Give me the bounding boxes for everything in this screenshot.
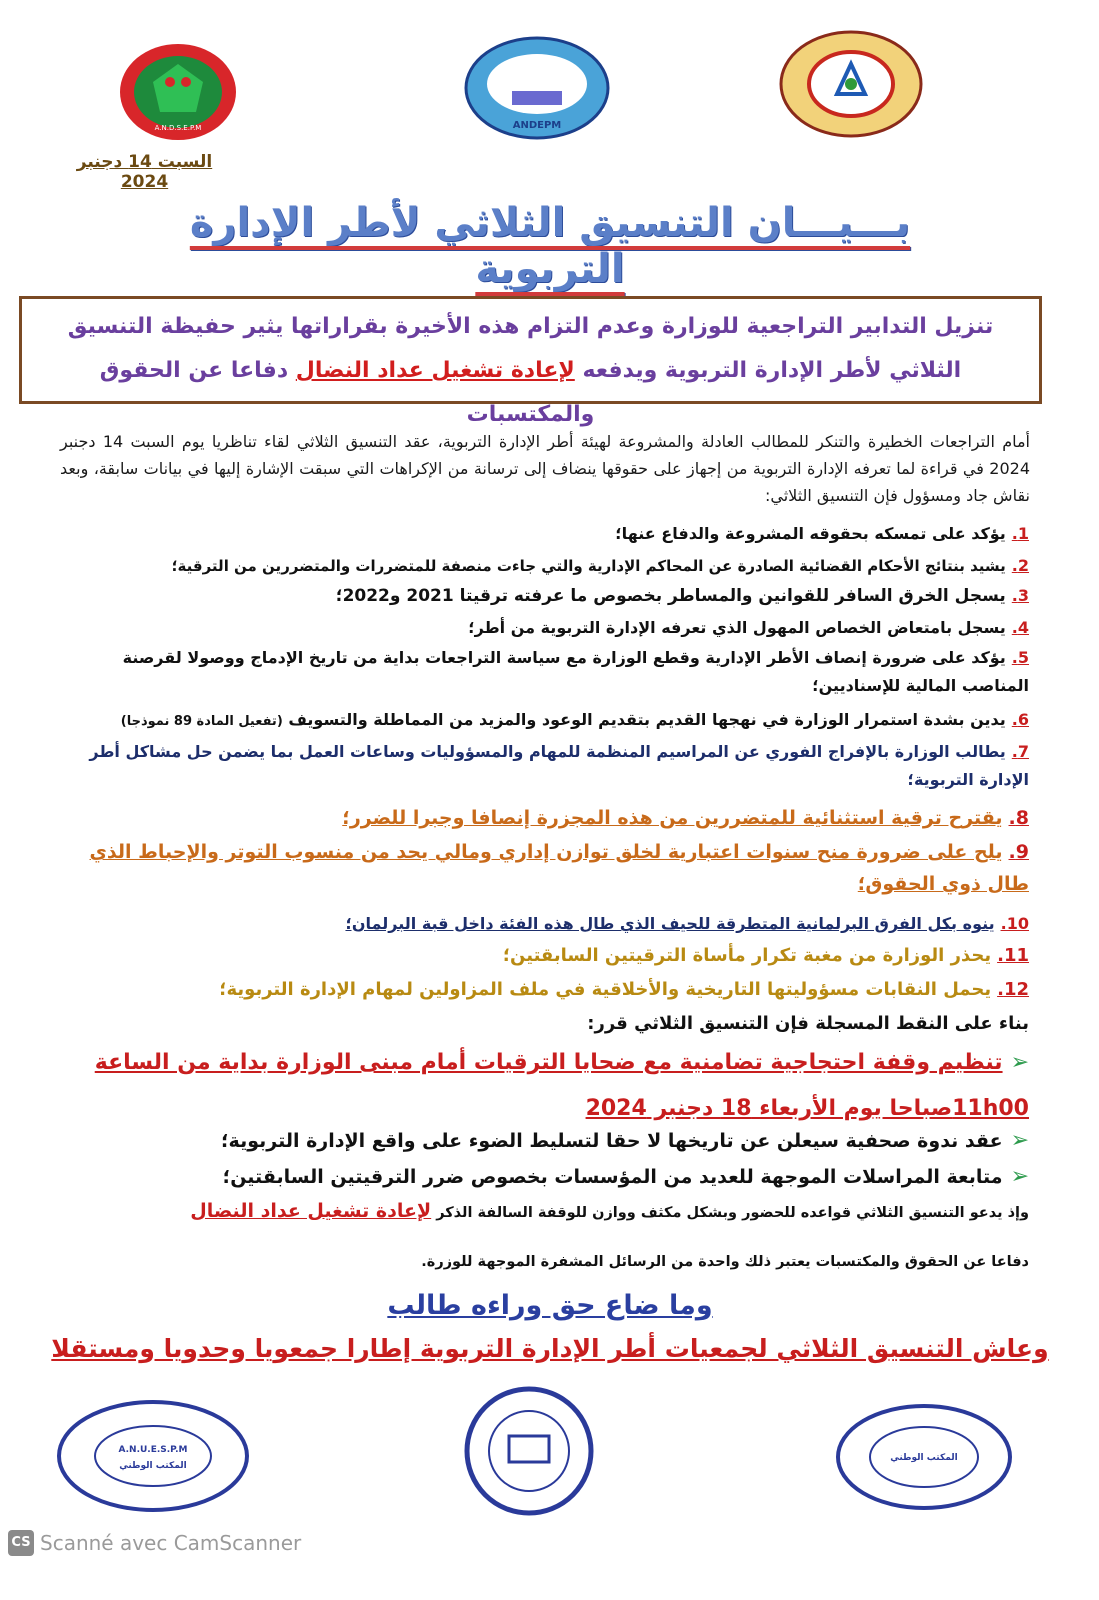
item-text: يسجل الخرق السافر للقوانين والمساطر بخصوص ما عرفته ترقيتا 2021 و2022؛ [335, 586, 1006, 606]
list-item [69, 644, 1029, 700]
item-number: 8. [1008, 807, 1029, 829]
item-text: يؤكد على تمسكه بحقوقه المشروعة والدفاع عنها؛ [615, 524, 1006, 543]
list-item [69, 706, 1029, 736]
item-text: يؤكد على ضرورة إنصاف الأطر الإدارية وقطع الوزارة مع سياسة التراجعات بداية من تاريخ الإدماج ووصولا لقرصنة المناصب المالية للإسناديين؛ [122, 648, 1029, 695]
item-number: 7. [1011, 742, 1029, 761]
slogan-coordination: وعاش التنسيق الثلاثي لجمعيات أطر الإدارة التربوية إطارا جمعويا وحدويا ومستقلا [51, 1334, 1049, 1363]
list-item [69, 976, 1029, 1004]
headline-text-2: دفاعا عن الحقوق والمكتسبات [99, 358, 595, 427]
list-item [69, 520, 1029, 548]
logo-left [118, 42, 238, 142]
action-item [69, 1128, 1029, 1153]
headline-text-1: تنزيل التدابير التراجعية للوزارة وعدم التزام هذه الأخيرة بقراراتها يثير حفيظة التنسيق الثلاثي لأطر الإدارة التربوية ويدفعه [67, 314, 994, 383]
call-text-1: وإذ يدعو التنسيق الثلاثي قواعده للحضور وبشكل مكثف ووازن للوقفة السالفة الذكر [431, 1205, 1029, 1221]
logo-center-graphic [464, 36, 610, 140]
headline-box [19, 296, 1042, 427]
svg-text:المكتب الوطني: المكتب الوطني [119, 1461, 187, 1471]
item-text: يقترح ترقية استثنائية للمتضررين من هذه المجزرة إنصافا وجبرا للضرر؛ [342, 807, 1003, 829]
item-text: يدين بشدة استمرار الوزارة في نهجها القديم بتقديم الوعود والمزيد من المماطلة والتسويف [288, 710, 1006, 729]
list-item [69, 738, 1029, 794]
arrow-icon: ➢ [1010, 1164, 1029, 1189]
arrow-icon: ➢ [1010, 1050, 1029, 1075]
list-item [69, 942, 1029, 970]
headline-highlight: لإعادة تشغيل عداد النضال [295, 358, 575, 383]
item-text: يحمل النقابات مسؤوليتها التاريخية والأخلاقية في ملف المزاولين لمهام الإدارة التربوية؛ [219, 979, 992, 1000]
list-item [69, 614, 1029, 642]
logo-right-graphic [779, 30, 923, 138]
svg-text:A.N.U.E.S.P.M: A.N.U.E.S.P.M [118, 1445, 188, 1455]
stamp-center-graphic [454, 1386, 604, 1516]
arrow-icon: ➢ [1010, 1128, 1029, 1153]
action-text: تنظيم وقفة احتجاجية تضامنية مع ضحايا الترقيات أمام مبنى الوزارة بداية من الساعة 11h00صباحا يوم الأربعاء 18 دجنبر 2024 [94, 1050, 1029, 1121]
stamp-left [55, 1398, 251, 1514]
item-number: 5. [1011, 648, 1029, 667]
item-number: 6. [1011, 710, 1029, 729]
list-item [69, 552, 1029, 580]
call-to-action-continued [59, 1254, 1029, 1270]
svg-text:المكتب الوطني: المكتب الوطني [890, 1453, 958, 1463]
scanner-watermark [8, 1530, 301, 1556]
svg-text:A.N.D.S.E.P.M: A.N.D.S.E.P.M [154, 124, 202, 132]
stamp-right-graphic [834, 1402, 1014, 1512]
list-item [69, 910, 1029, 938]
action-item [69, 1164, 1029, 1189]
action-item [69, 1040, 1029, 1132]
decision-intro: بناء على النقط المسجلة فإن التنسيق الثلاثي قرر: [587, 1013, 1029, 1034]
item-number: 9. [1008, 841, 1029, 863]
document-date: السبت 14 دجنبر 2024 [76, 152, 213, 192]
document-title: بـــيـــان التنسيق الثلاثي لأطر الإدارة التربوية [189, 200, 911, 292]
item-text: ينوه بكل الفرق البرلمانية المتطرقة للحيف الذي طال هذه الفئة داخل قبة البرلمان؛ [345, 914, 995, 933]
svg-text:ANDEPM: ANDEPM [512, 120, 562, 131]
action-text: عقد ندوة صحفية سيعلن عن تاريخها لا حقا لتسليط الضوء على واقع الإدارة التربوية؛ [220, 1130, 1003, 1152]
camscanner-icon: CS [8, 1530, 34, 1556]
item-text: يحذر الوزارة من مغبة تكرار مأساة الترقيتين السابقتين؛ [502, 945, 992, 966]
stamp-center [454, 1386, 604, 1516]
item-number: 3. [1011, 586, 1029, 605]
item-text: يسجل بامتعاض الخصاص المهول الذي تعرفه الإدارة التربوية من أطر؛ [468, 618, 1006, 637]
item-text: يطالب الوزارة بالإفراج الفوري عن المراسيم المنظمة للمهام والمسؤوليات وساعات العمل بما يضمن حل مشاكل أطر الإدارة التربوية؛ [89, 742, 1029, 789]
call-text-2: دفاعا عن الحقوق والمكتسبات يعتبر ذلك واحدة من الرسائل المشفرة الموجهة للوزرة. [421, 1254, 1029, 1270]
item-text: يلح على ضرورة منح سنوات اعتبارية لخلق توازن إداري ومالي يحد من منسوب التوتر والإحباط الذي طال ذوي الحقوق؛ [89, 841, 1029, 895]
intro-paragraph: أمام التراجعات الخطيرة والتنكر للمطالب العادلة والمشروعة لهيئة أطر الإدارة التربوية، عقد التنسيق الثلاثي لقاء تناظريا يوم السبت 14 دجنبر 2024 في قراءة لما تعرفه الإدارة التربوية من إجهاز على حقوقها ينضاف إلى ترسانة من الإكراهات التي سبقت الإشارة إليها في بيانات سابقة، وبعد نقاش جاد ومسؤول فإن التنسيق الثلاثي: [60, 432, 1030, 505]
action-text: متابعة المراسلات الموجهة للعديد من المؤسسات بخصوص ضرر الترقيتين السابقتين؛ [222, 1166, 1003, 1188]
item-number: 11. [997, 945, 1029, 966]
logo-right [779, 30, 923, 138]
item-number: 12. [997, 979, 1029, 1000]
item-number: 2. [1011, 556, 1029, 575]
item-note: (تفعيل المادة 89 نموذجا) [120, 714, 283, 729]
item-number: 1. [1011, 524, 1029, 543]
item-number: 10. [1000, 914, 1029, 933]
call-to-action [59, 1200, 1029, 1222]
slogan-rights: وما ضاع حق وراءه طالب [387, 1290, 713, 1321]
scanner-text: Scanné avec CamScanner [40, 1531, 302, 1555]
list-item [69, 836, 1029, 900]
stamp-left-graphic [55, 1398, 251, 1514]
logo-center [464, 36, 610, 140]
stamp-right [834, 1402, 1014, 1512]
logo-left-graphic [118, 42, 238, 142]
list-item [69, 582, 1029, 610]
call-highlight: لإعادة تشغيل عداد النضال [190, 1200, 432, 1222]
list-item [69, 802, 1029, 834]
item-number: 4. [1011, 618, 1029, 637]
item-text: يشيد بنتائج الأحكام القضائية الصادرة عن المحاكم الإدارية والتي جاءت منصفة للمتضررات والمتضررين من الترقية؛ [171, 557, 1006, 575]
